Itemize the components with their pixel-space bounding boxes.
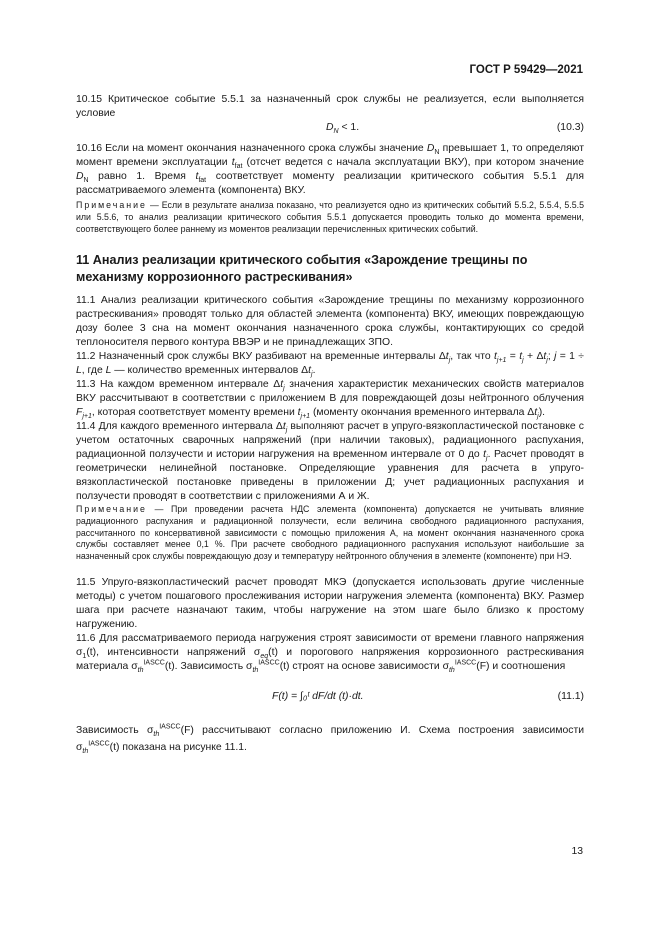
paragraph-11-2: 11.2 Назначенный срок службы ВКУ разбивают на временные интервалы $\Delta t_j$, так что $t_{j+1} = t_j + \Delta t_j$; j = 1 ÷ L, где L — количество временных интервалов $\Delta t_j$.: [76, 351, 585, 378]
paragraph-11-4: 11.4 Для каждого временного интервала $\Delta t_j$ выполняют расчет в упруго-вязкопластической постановке с учетом остаточных сварочных напряжений (при наличии таковых), радиационного распухания, радиационной ползучести и истории нагружения на временном интервале от 0 до $t_j$. Расчет проводят в геометрически нелинейной постановке. Определяющие уравнения для расчета в упруго-вязкопластической постановке приведены в приложении Д; учет радиационных распухания и ползучести проводят в соответствии с приложениями А и Ж.: [76, 421, 584, 502]
paragraph-11-1: 11.1 Анализ реализации критического события «Зарождение трещины по механизму коррозионного растрескивания» проводят только для областей элемента (компонента) ВКУ, имеющих повреждающую дозу более 3 сна на момент окончания назначенного срока службы, контактирующих со средой теплоносителя первого контура ВВЭР и не принадлежащих ЗПО.: [76, 295, 584, 348]
page-number: 13: [571, 846, 583, 857]
paragraph-10-15: [76, 93, 584, 139]
formula-10-3-number: (10.3): [556, 121, 584, 133]
formula-10-3: [76, 121, 584, 139]
formula-11-1-expr: F(t) = ∫₀ᵗ dF/dt (t)·dt.: [272, 691, 364, 702]
paragraph-10-16: 10.16 Если на момент окончания назначенного срока службы значение $D_N$ превышает 1, то определяют момент времени эксплуатации $t_{fat}$ (отсчет ведется с начала эксплуатации ВКУ), при котором значение $D_N$ равно 1. Время $t_{fat}$ соответствует моменту реализации критического события 5.5.1 для рассматриваемого элемента (компонента) ВКУ.: [76, 143, 584, 196]
note-1-text: — Если в результате анализа показано, что реализуется одно из критических событий 5.5.2, 5.5.4, 5.5.5 или 5.5.6, то анализ реализации критического события 5.5.1 допускается проводить только до момента времени, соответствующего более раннему из моментов реализации перечисленных критических событий.: [76, 200, 584, 234]
formula-11-1: [76, 690, 584, 710]
formula-10-3-expr: $D_N < 1$.: [326, 121, 360, 135]
section-11-title: 11 Анализ реализации критического события «Зарождение трещины по механизму коррозионного растрескивания»: [76, 253, 528, 284]
paragraph-10-15-text: 10.15 Критическое событие 5.5.1 за назначенный срок службы не реализуется, если выполняется условие: [76, 94, 584, 119]
note-2-text: — При проведении расчета НДС элемента (компонента) допускается не учитывать влияние радиационного распухания и радиационной ползучести, если величина свободного радиационного распухания, рассчитанного по консервативной зависимости с помощью приложения А, на момент окончания назначенного срока службы составляет менее 0,1 %. При расчете свободного радиационного распухания используют наибольшие за назначенный срок службы повреждающую дозу и температуру нейтронного облучения в элементе (компоненте) при НЭ.: [76, 504, 584, 562]
note-1-label: Примечание: [76, 200, 147, 210]
note-2: [76, 504, 584, 563]
note-1: [76, 200, 584, 235]
paragraph-dependency: Зависимость $\sigma_{th}^{IASCC}(F)$ рассчитывают согласно приложению И. Схема построения зависимости $\sigma_{th}^{IASCC}(t)$ показана на рисунке 11.1.: [76, 723, 585, 756]
paragraph-11-6: 11.6 Для рассматриваемого периода нагружения строят зависимости от времени главного напряжения $\sigma_1(t)$, интенсивности напряжений $\sigma_{eq}(t)$ и порогового напряжения коррозионного растрескивания материала $\sigma_{th}^{IASCC}(t)$. Зависимость $\sigma_{th}^{IASCC}(t)$ строят на основе зависимости $\sigma_{th}^{IASCC}(F)$ и соотношения: [76, 633, 584, 674]
standard-header: ГОСТ Р 59429—2021: [469, 64, 583, 76]
paragraph-11-5: 11.5 Упруго-вязкопластический расчет проводят МКЭ (допускается использовать другие численные методы) с учетом пошагового прослеживания истории нагружения элемента (компонента) ВКУ. Размер шага при расчете назначают таким, чтобы нагружение на этом шаге было близко к простому нагружению.: [76, 577, 584, 630]
note-2-label: Примечание: [76, 504, 147, 514]
formula-11-1-number: (11.1): [557, 691, 584, 702]
paragraph-11-3: 11.3 На каждом временном интервале $\Delta t_j$ значения характеристик механических свойств материалов ВКУ рассчитывают в соответствии с приложением В для повреждающей дозы нейтронного облучения $F_{j+1}$, которая соответствует моменту времени $t_{j+1}$ (моменту окончания временного интервала $\Delta t_j$).: [76, 379, 584, 420]
